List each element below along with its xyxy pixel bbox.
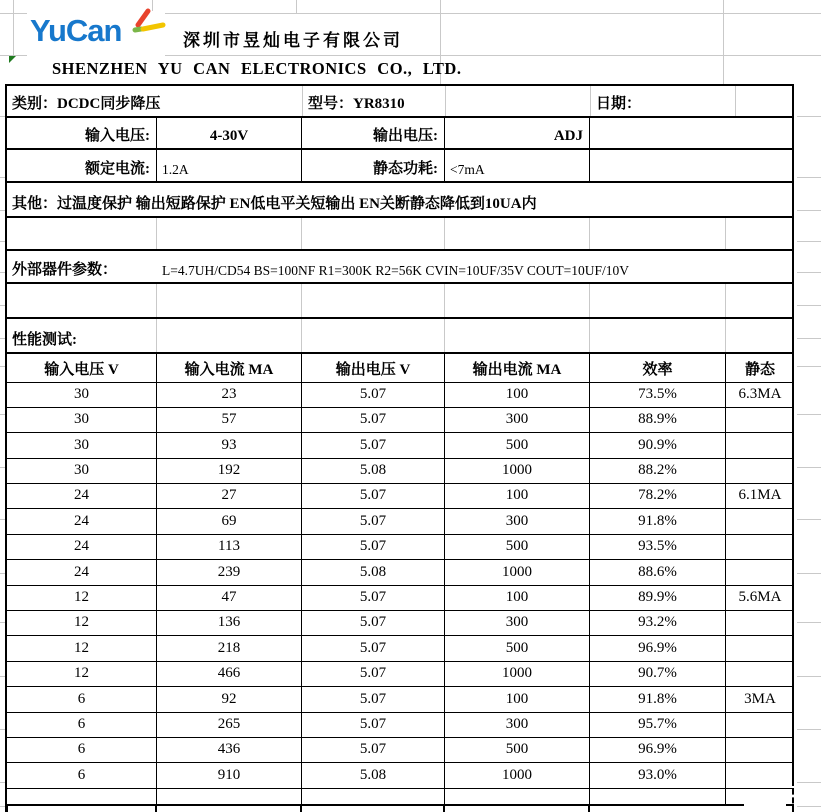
rated-current-value[interactable]: 1.2A	[157, 150, 302, 181]
empty-cell[interactable]	[590, 218, 726, 249]
gridline	[155, 806, 157, 812]
cell-efficiency[interactable]: 95.7%	[590, 713, 726, 737]
gridline	[443, 806, 445, 812]
gridline	[797, 414, 821, 415]
cell-output-current[interactable]: 300	[445, 408, 590, 432]
cell-efficiency[interactable]: 90.7%	[590, 662, 726, 686]
cell-efficiency[interactable]: 93.2%	[590, 611, 726, 635]
cell-input-current[interactable]: 27	[157, 484, 302, 508]
cell-input-voltage[interactable]: 12	[7, 662, 157, 686]
column-header-quiescent[interactable]: 静态	[744, 361, 775, 378]
gridline	[797, 806, 821, 807]
quiescent-power-label[interactable]: 静态功耗:	[302, 150, 445, 181]
table-row	[7, 459, 794, 484]
cell-output-voltage[interactable]: 5.07	[302, 433, 445, 457]
table-row	[7, 738, 794, 763]
cell-output-voltage[interactable]: 5.08	[302, 459, 445, 483]
cell-quiescent[interactable]	[726, 560, 794, 584]
table-row	[7, 484, 794, 509]
cell-output-voltage[interactable]: 5.07	[302, 611, 445, 635]
cell-efficiency[interactable]: 91.8%	[590, 509, 726, 533]
cell-efficiency[interactable]: 91.8%	[590, 687, 726, 711]
empty-cell[interactable]	[590, 284, 726, 317]
column-header-output-voltage[interactable]: 输出电压 V	[302, 354, 445, 382]
other-features-cell[interactable]: 其他：过温度保护 输出短路保护 EN低电平关短输出 EN关断静态降低到10UA内	[12, 195, 537, 212]
row-external-params	[7, 251, 794, 284]
gridline	[797, 177, 821, 178]
cell-output-current[interactable]: 1000	[445, 560, 590, 584]
cell-quiescent[interactable]	[726, 433, 794, 457]
gridline	[797, 519, 821, 520]
model-cell[interactable]: 型号：YR8310	[303, 86, 446, 116]
cell-output-current[interactable]: 300	[445, 509, 590, 533]
cell-input-voltage[interactable]: 30	[7, 459, 157, 483]
external-params-label[interactable]: 外部器件参数：	[12, 261, 118, 278]
cell-efficiency[interactable]: 78.2%	[590, 484, 726, 508]
table-right-border	[792, 84, 795, 780]
cell-output-voltage[interactable]: 5.07	[302, 586, 445, 610]
cell-input-voltage[interactable]: 30	[7, 433, 157, 457]
cell-output-voltage[interactable]: 5.07	[302, 713, 445, 737]
cell-output-voltage[interactable]: 5.08	[302, 763, 445, 787]
external-params-value[interactable]: L=4.7UH/CD54 BS=100NF R1=300K R2=56K CVIN=10UF/35V COUT=10UF/10V	[162, 262, 629, 278]
empty-cell[interactable]	[7, 284, 157, 317]
cell-output-current[interactable]: 100	[445, 484, 590, 508]
output-voltage-label[interactable]: 输出电压:	[302, 118, 445, 148]
column-header-input-voltage[interactable]: 输入电压 V	[7, 354, 157, 382]
cell-input-current[interactable]: 47	[157, 586, 302, 610]
cell-output-current[interactable]: 100	[445, 687, 590, 711]
cell-output-current[interactable]: 1000	[445, 662, 590, 686]
cell-quiescent[interactable]	[726, 713, 794, 737]
cell-input-current[interactable]: 265	[157, 713, 302, 737]
table-row	[7, 408, 794, 433]
cell-output-voltage[interactable]: 5.07	[302, 687, 445, 711]
table-header-row	[7, 354, 794, 383]
empty-cell[interactable]	[302, 284, 445, 317]
cell-input-current[interactable]: 239	[157, 560, 302, 584]
gridline	[296, 0, 297, 13]
empty-cell[interactable]	[157, 218, 302, 249]
row-category	[7, 86, 794, 118]
cell-input-voltage[interactable]: 30	[7, 383, 157, 407]
cell-quiescent[interactable]: 6.1MA	[738, 487, 782, 504]
cell-quiescent[interactable]	[726, 611, 794, 635]
table-row	[7, 535, 794, 560]
gridline	[588, 806, 590, 812]
column-header-input-current[interactable]: 输入电流 MA	[157, 354, 302, 382]
empty-cell[interactable]	[302, 218, 445, 249]
cell-output-current[interactable]: 100	[445, 383, 590, 407]
row-currents	[7, 150, 794, 183]
table-row	[7, 433, 794, 458]
category-cell[interactable]: 类别：DCDC同步降压	[7, 86, 303, 116]
cell-efficiency[interactable]: 89.9%	[590, 586, 726, 610]
empty-cell[interactable]	[590, 118, 794, 148]
cell-efficiency[interactable]: 88.2%	[590, 459, 726, 483]
empty-cell[interactable]	[726, 319, 794, 352]
column-header-efficiency[interactable]: 效率	[590, 354, 726, 382]
cell-output-current[interactable]: 300	[445, 611, 590, 635]
cell-input-voltage[interactable]: 12	[7, 611, 157, 635]
cell-output-current[interactable]: 500	[445, 535, 590, 559]
empty-cell[interactable]	[590, 319, 726, 352]
empty-cell[interactable]	[157, 284, 302, 317]
cell-output-voltage[interactable]: 5.07	[302, 636, 445, 660]
table-row	[7, 383, 794, 408]
quiescent-power-value[interactable]: <7mA	[445, 150, 590, 181]
cell-input-current[interactable]: 910	[157, 763, 302, 787]
cell-output-current[interactable]: 500	[445, 738, 590, 762]
cell-input-current[interactable]: 218	[157, 636, 302, 660]
print-area-dashed-line	[792, 780, 794, 812]
cell-efficiency[interactable]: 73.5%	[590, 383, 726, 407]
table-row	[7, 763, 794, 788]
cell-efficiency[interactable]: 93.0%	[590, 763, 726, 787]
cell-output-voltage[interactable]: 5.07	[302, 535, 445, 559]
table-row	[7, 636, 794, 661]
gridline	[723, 0, 724, 84]
row-spacer	[7, 218, 794, 251]
input-voltage-label[interactable]: 输入电压:	[7, 118, 157, 148]
cell-quiescent[interactable]	[726, 535, 794, 559]
cell-input-current[interactable]: 23	[157, 383, 302, 407]
cell-efficiency[interactable]: 93.5%	[590, 535, 726, 559]
cell-quiescent[interactable]: 5.6MA	[738, 589, 782, 606]
cell-input-voltage[interactable]: 6	[7, 738, 157, 762]
row-voltages	[7, 118, 794, 150]
gridline	[13, 0, 14, 55]
cell-input-current[interactable]: 113	[157, 535, 302, 559]
cell-output-current[interactable]: 300	[445, 713, 590, 737]
cell-output-current[interactable]: 100	[445, 586, 590, 610]
table-row	[7, 586, 794, 611]
cell-input-voltage[interactable]: 12	[7, 586, 157, 610]
table-row	[7, 560, 794, 585]
row-spacer	[7, 284, 794, 319]
cell-input-current[interactable]: 192	[157, 459, 302, 483]
company-logo	[27, 11, 165, 57]
cell-input-current[interactable]: 93	[157, 433, 302, 457]
empty-cell[interactable]	[445, 319, 590, 352]
gridline	[300, 806, 302, 812]
cell-output-current[interactable]: 500	[445, 433, 590, 457]
gridline	[797, 338, 821, 339]
cell-input-current[interactable]: 69	[157, 509, 302, 533]
input-voltage-value[interactable]: 4-30V	[157, 118, 302, 148]
gridline	[797, 729, 821, 730]
cell-output-current[interactable]: 1000	[445, 459, 590, 483]
cell-input-voltage[interactable]: 6	[7, 713, 157, 737]
cell-quiescent[interactable]: 6.3MA	[738, 385, 782, 402]
cell-quiescent[interactable]	[726, 662, 794, 686]
cell-input-voltage[interactable]: 30	[7, 408, 157, 432]
cell-input-current[interactable]: 436	[157, 738, 302, 762]
cell-output-voltage[interactable]: 5.07	[302, 662, 445, 686]
cell-output-current[interactable]: 500	[445, 636, 590, 660]
table-row	[7, 687, 794, 712]
gridline	[5, 806, 8, 812]
excel-corner-marker-icon	[9, 56, 16, 63]
cell-input-voltage[interactable]: 24	[7, 535, 157, 559]
empty-cell[interactable]	[726, 284, 794, 317]
cell-efficiency[interactable]: 88.6%	[590, 560, 726, 584]
empty-cell[interactable]	[590, 150, 794, 181]
print-area-dash	[786, 804, 794, 807]
cell-input-voltage[interactable]: 6	[7, 763, 157, 787]
cell-output-current[interactable]: 1000	[445, 763, 590, 787]
cell-quiescent[interactable]	[726, 738, 794, 762]
cell-output-voltage[interactable]: 5.07	[302, 408, 445, 432]
logo-flame-icon	[125, 8, 169, 34]
cell-efficiency[interactable]: 90.9%	[590, 433, 726, 457]
gridline	[797, 676, 821, 677]
table-row	[7, 509, 794, 534]
empty-cell[interactable]	[302, 319, 445, 352]
table-row	[7, 662, 794, 687]
cell-input-current[interactable]: 136	[157, 611, 302, 635]
cell-input-current[interactable]: 57	[157, 408, 302, 432]
gridline	[797, 573, 821, 574]
datasheet-table	[5, 84, 794, 806]
cell-quiescent[interactable]	[726, 408, 794, 432]
gridline	[797, 305, 821, 306]
cell-input-voltage[interactable]: 12	[7, 636, 157, 660]
empty-cell[interactable]	[446, 86, 591, 116]
cell-output-voltage[interactable]: 5.07	[302, 484, 445, 508]
logo-text: YuCan	[30, 13, 122, 48]
cell-input-current[interactable]: 92	[157, 687, 302, 711]
cell-quiescent[interactable]	[726, 636, 794, 660]
row-perf-label	[7, 319, 794, 354]
empty-cell[interactable]	[7, 218, 157, 249]
cell-input-voltage[interactable]: 24	[7, 484, 157, 508]
table-bottom-border	[5, 804, 744, 807]
empty-cell[interactable]	[726, 218, 794, 249]
cell-efficiency[interactable]: 96.9%	[590, 738, 726, 762]
empty-cell[interactable]	[445, 218, 590, 249]
cell-input-voltage[interactable]: 6	[7, 687, 157, 711]
cell-input-voltage[interactable]: 24	[7, 560, 157, 584]
cell-quiescent[interactable]	[726, 459, 794, 483]
gridline	[797, 467, 821, 468]
cell-efficiency[interactable]: 88.9%	[590, 408, 726, 432]
cell-input-voltage[interactable]: 24	[7, 509, 157, 533]
table-row	[7, 611, 794, 636]
row-other	[7, 183, 794, 218]
company-name-cn: 深圳市昱灿电子有限公司	[183, 31, 403, 50]
gridline	[797, 210, 821, 211]
cell-output-voltage[interactable]: 5.07	[302, 383, 445, 407]
cell-quiescent[interactable]	[726, 509, 794, 533]
rated-current-label[interactable]: 额定电流:	[7, 150, 157, 181]
output-voltage-value[interactable]: ADJ	[445, 118, 590, 148]
cell-output-voltage[interactable]: 5.07	[302, 738, 445, 762]
empty-cell[interactable]	[736, 86, 794, 116]
gridline	[797, 241, 821, 242]
gridline	[797, 622, 821, 623]
cell-output-voltage[interactable]: 5.07	[302, 509, 445, 533]
date-cell[interactable]: 日期：	[591, 86, 736, 116]
gridline	[797, 272, 821, 273]
gridline	[797, 782, 821, 783]
table-body	[7, 383, 794, 789]
gridline	[797, 366, 821, 367]
cell-quiescent[interactable]: 3MA	[744, 690, 776, 707]
perf-test-label[interactable]: 性能测试:	[7, 319, 157, 352]
empty-cell[interactable]	[157, 319, 302, 352]
cell-efficiency[interactable]: 96.9%	[590, 636, 726, 660]
cell-input-current[interactable]: 466	[157, 662, 302, 686]
table-row	[7, 713, 794, 738]
company-name-en: SHENZHEN YU CAN ELECTRONICS CO., LTD.	[52, 59, 462, 78]
column-header-output-current[interactable]: 输出电流 MA	[445, 354, 590, 382]
cell-output-voltage[interactable]: 5.08	[302, 560, 445, 584]
cell-quiescent[interactable]	[726, 763, 794, 787]
gridline	[797, 116, 821, 117]
empty-cell[interactable]	[445, 284, 590, 317]
